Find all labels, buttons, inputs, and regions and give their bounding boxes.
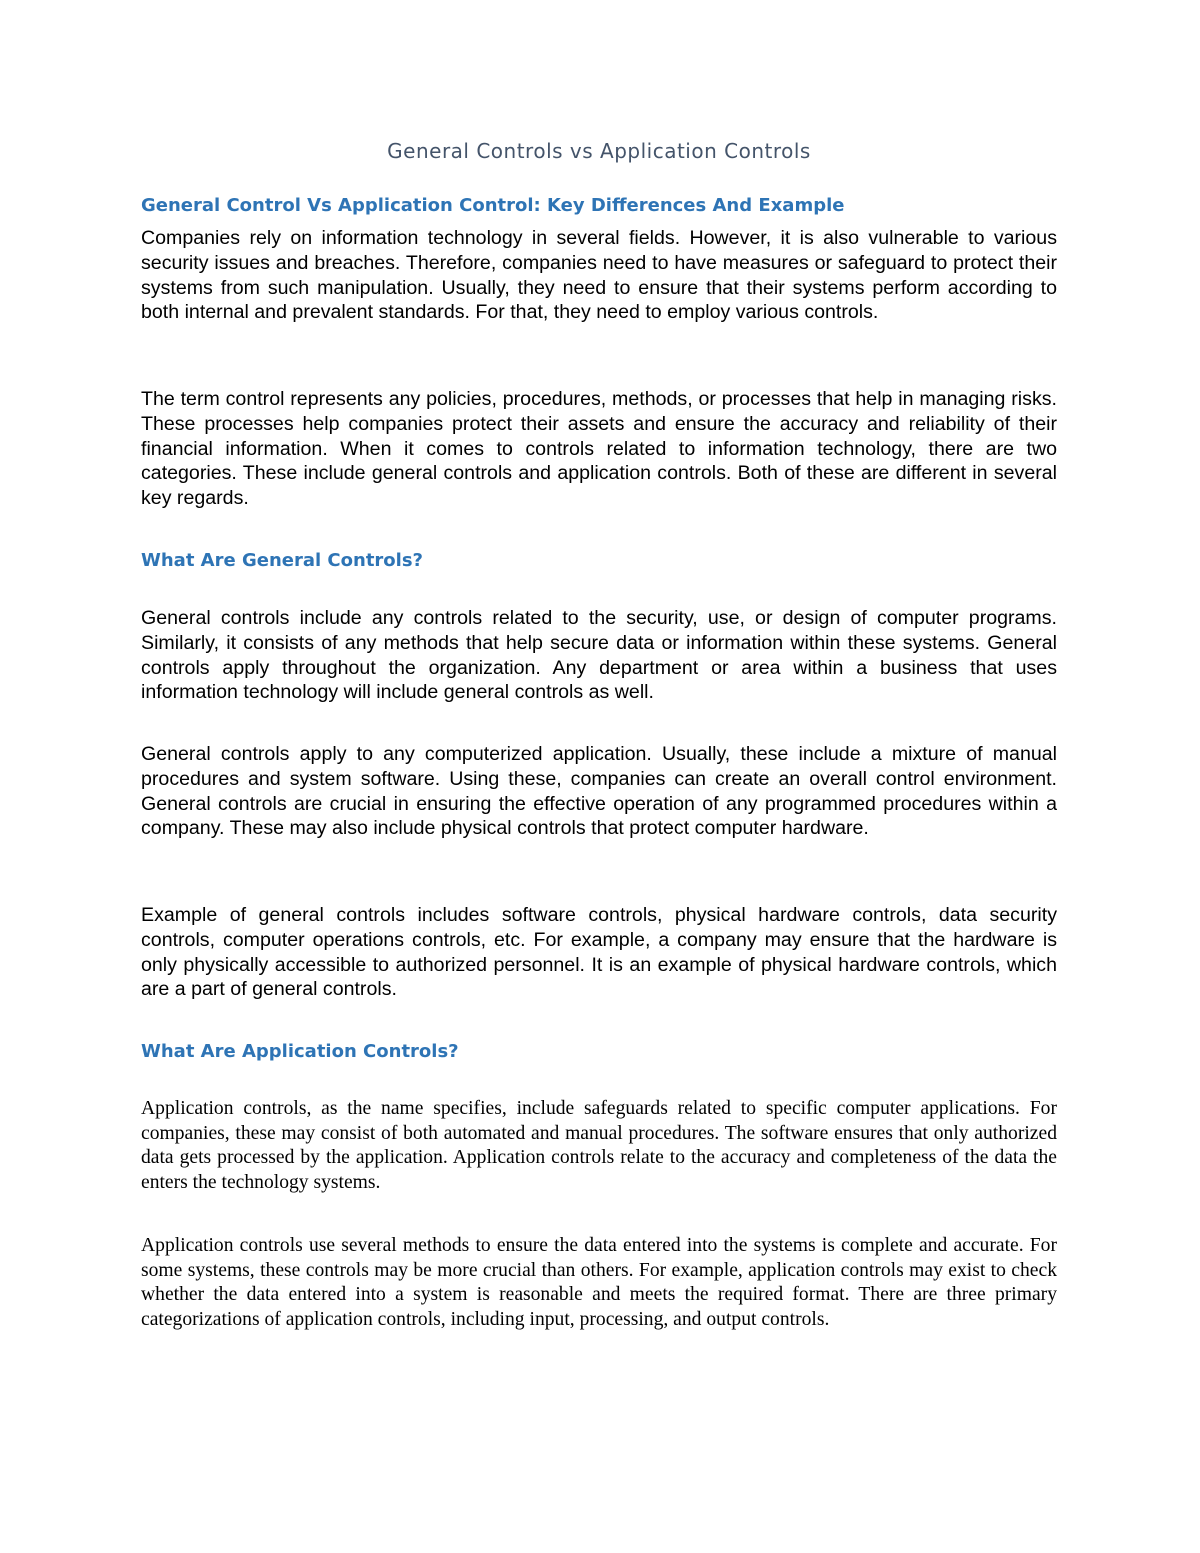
paragraph-general-controls-scope: General controls apply to any computerized application. Usually, these include a mixture of manual procedures and system software. Using these, companies can create an overall control environment. General controls are crucial in ensuring the effective operation of any programmed procedures within a company. These may also include physical controls that protect computer hardware.: [141, 743, 1057, 840]
paragraph-intro: Companies rely on information technology in several fields. However, it is also vulnerable to various security issues and breaches. Therefore, companies need to have measures or safeguard to protect their systems from such manipulation. Usually, they need to ensure that their systems perform according to both internal and prevalent standards. For that, they need to employ various controls.: [141, 227, 1057, 324]
paragraph-general-controls-example: Example of general controls includes software controls, physical hardware controls, data security controls, computer operations controls, etc. For example, a company may ensure that the hardware is only physically accessible to authorized personnel. It is an example of physical hardware controls, which are a part of general controls.: [141, 904, 1057, 1001]
section-heading-key-differences: General Control Vs Application Control: Key Differences And Example: [141, 195, 845, 216]
document-title: General Controls vs Application Controls: [387, 139, 811, 163]
section-heading-application-controls: What Are Application Controls?: [141, 1041, 459, 1062]
paragraph-control-definition: The term control represents any policies, procedures, methods, or processes that help in managing risks. These processes help companies protect their assets and ensure the accuracy and reliability of their financial information. When it comes to controls related to information technology, there are two categories. These include general controls and application controls. Both of these are different in several key regards.: [141, 388, 1057, 510]
paragraph-application-controls-definition: Application controls, as the name specifies, include safeguards related to specific computer applications. For companies, these may consist of both automated and manual procedures. The software ensures that only authorized data gets processed by the application. Application controls relate to the accuracy and completeness of the data the enters the technology systems.: [141, 1098, 1057, 1193]
section-heading-general-controls: What Are General Controls?: [141, 550, 423, 571]
paragraph-application-controls-methods: Application controls use several methods to ensure the data entered into the systems is complete and accurate. For some systems, these controls may be more crucial than others. For example, application controls may exist to check whether the data entered into a system is reasonable and meets the required format. There are three primary categorizations of application controls, including input, processing, and output controls.: [141, 1235, 1057, 1330]
paragraph-general-controls-definition: General controls include any controls related to the security, use, or design of computer programs. Similarly, it consists of any methods that help secure data or information within these systems. General controls apply throughout the organization. Any department or area within a business that uses information technology will include general controls as well.: [141, 607, 1057, 704]
